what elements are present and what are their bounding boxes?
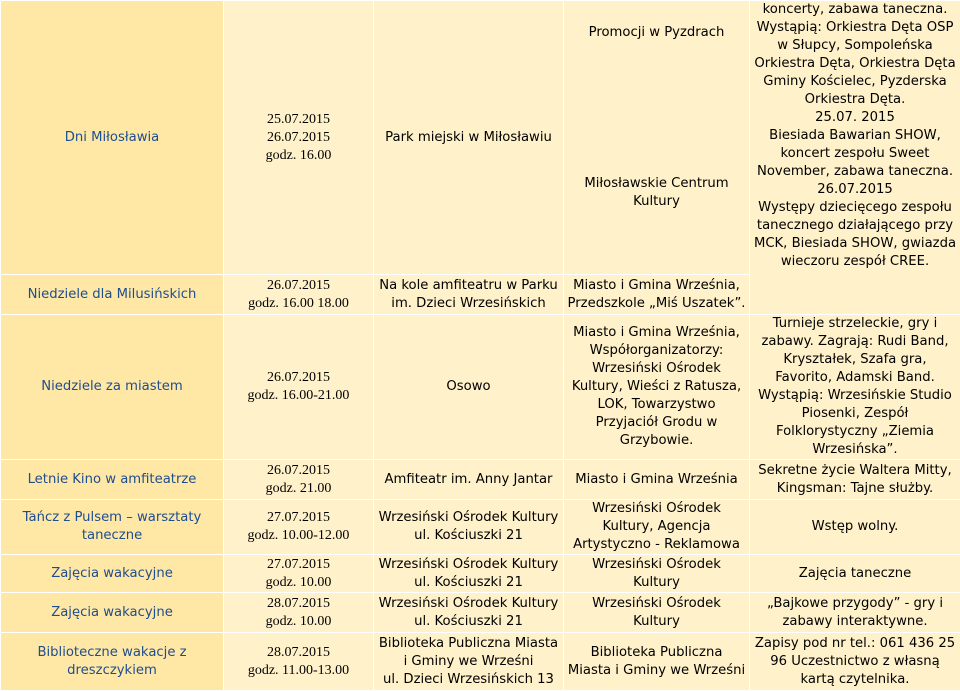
event-name: Letnie Kino w amfiteatrze (1, 460, 224, 500)
event-date: 28.07.2015 godz. 11.00-13.00 (224, 633, 374, 691)
event-date: 27.07.2015 godz. 10.00-12.00 (224, 500, 374, 555)
event-name: Niedziele dla Milusińskich (1, 275, 224, 315)
event-place: Wrzesiński Ośrodek Kultury ul. Kościuszki 21 (374, 593, 564, 633)
event-date: 26.07.2015 godz. 16.00 18.00 (224, 275, 374, 315)
event-place: Osowo (374, 315, 564, 460)
event-organizer: Wrzesiński Ośrodek Kultury (564, 593, 750, 633)
event-place: Park miejski w Miłosławiu (374, 1, 564, 275)
event-program: Zajęcia taneczne (750, 555, 960, 593)
event-organizer: Promocji w Pyzdrach Miłosławskie Centrum Kultury (564, 1, 750, 275)
event-organizer: Wrzesiński Ośrodek Kultury, Agencja Artystyczno - Reklamowa (564, 500, 750, 555)
event-date: 25.07.2015 26.07.2015 godz. 16.00 (224, 1, 374, 275)
event-organizer: Miasto i Gmina Września, Przedszkole „Miś Uszatek”. (564, 275, 750, 315)
event-date: 27.07.2015 godz. 10.00 (224, 555, 374, 593)
table-row (1, 1, 960, 275)
event-place: Na kole amfiteatru w Parku im. Dzieci Wrzesińskich (374, 275, 564, 315)
event-date: 26.07.2015 godz. 16.00-21.00 (224, 315, 374, 460)
event-place: Amfiteatr im. Anny Jantar (374, 460, 564, 500)
event-date: 28.07.2015 godz. 10.00 (224, 593, 374, 633)
event-date: 26.07.2015 godz. 21.00 (224, 460, 374, 500)
table-row (1, 633, 960, 691)
event-name: Zajęcia wakacyjne (1, 593, 224, 633)
event-place: Wrzesiński Ośrodek Kultury ul. Kościuszki 21 (374, 555, 564, 593)
event-program: „Bajkowe przygody” - gry i zabawy interaktywne. (750, 593, 960, 633)
event-place: Wrzesiński Ośrodek Kultury ul. Kościuszki 21 (374, 500, 564, 555)
event-program: Sekretne życie Waltera Mitty, Kingsman: Tajne służby. (750, 460, 960, 500)
table-row (1, 460, 960, 500)
event-program: Zapisy pod nr tel.: 061 436 25 96 Uczestnictwo z własną kartą czytelnika. (750, 633, 960, 691)
event-name: Niedziele za miastem (1, 315, 224, 460)
event-program: koncerty, zabawa taneczna. Wystąpią: Orkiestra Dęta OSP w Słupcy, Sompoleńska Orkiestra Dęta, Orkiestra Dęta Gminy Kościelec, Pyzderska Orkiestra Dęta. 25.07. 2015 Biesiada Bawarian SHOW, koncert zespołu Sweet November, zabawa taneczna. 26.07.2015 Występy dziecięcego zespołu tanecznego działającego przy MCK, Biesiada SHOW, gwiazda wieczoru zespół CREE. (750, 1, 960, 315)
event-organizer: Miasto i Gmina Września (564, 460, 750, 500)
table-row (1, 315, 960, 460)
event-organizer: Biblioteka Publiczna Miasta i Gminy we Wrześni (564, 633, 750, 691)
event-organizer: Miasto i Gmina Września, Współorganizatorzy: Wrzesiński Ośrodek Kultury, Wieści z Ratusza, LOK, Towarzystwo Przyjaciół Grodu w Grzybowie. (564, 315, 750, 460)
event-place: Biblioteka Publiczna Miasta i Gminy we Wrześni ul. Dzieci Wrzesińskich 13 (374, 633, 564, 691)
table-row (1, 555, 960, 593)
event-name: Dni Miłosławia (1, 1, 224, 275)
event-program: Turnieje strzeleckie, gry i zabawy. Zagrają: Rudi Band, Kryształek, Szafa gra, Favorito, Adamski Band. Wystąpią: Wrzesińskie Studio Piosenki, Zespół Folklorystyczny „Ziemia Wrzesińska”. (750, 315, 960, 460)
event-name: Tańcz z Pulsem – warsztaty taneczne (1, 500, 224, 555)
event-name: Zajęcia wakacyjne (1, 555, 224, 593)
table-row (1, 500, 960, 555)
event-organizer: Wrzesiński Ośrodek Kultury (564, 555, 750, 593)
event-program: Wstęp wolny. (750, 500, 960, 555)
table-row (1, 593, 960, 633)
event-name: Biblioteczne wakacje z dreszczykiem (1, 633, 224, 691)
